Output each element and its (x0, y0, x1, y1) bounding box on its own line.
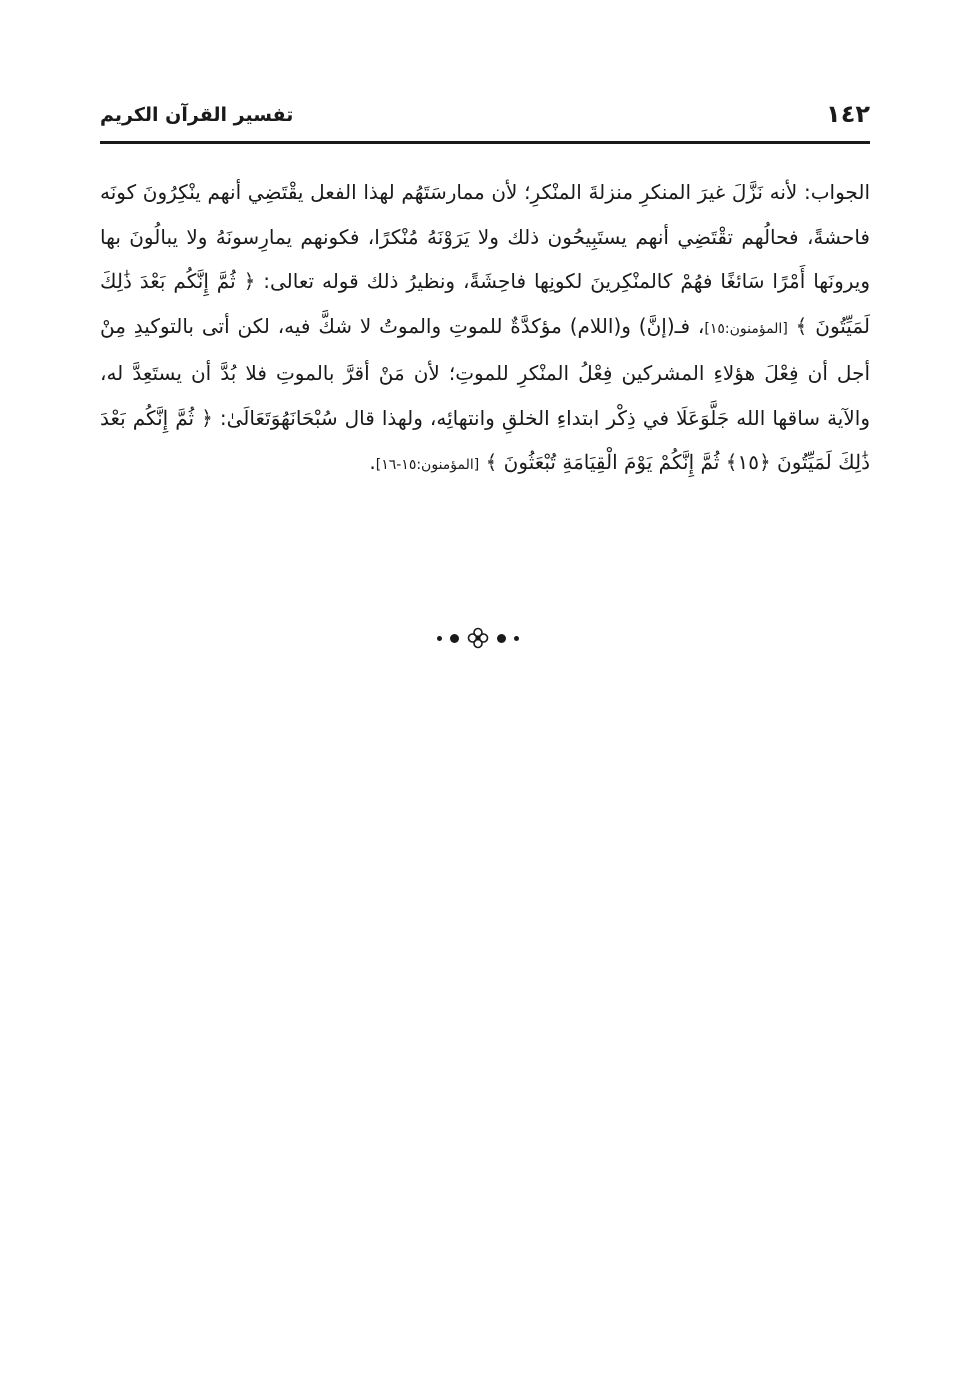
paragraph-end: . (369, 450, 376, 474)
quran-verse-1: ﴿ ثُمَّ إِنَّكُم بَعْدَ ذَٰلِكَ لَمَيِّتُونَ ﴾ (100, 269, 870, 338)
paragraph-text-2: ، فـ(إنَّ) و(اللام) مؤكدَّةٌ للموتِ والموتُ لا شكَّ فيه، لكن أتى بالتوكيدِ مِنْ أجل أن فِعْلَ هؤلاءِ المشركين فِعْلُ المنْكرِ للموتِ؛ لأن مَنْ أقرَّ بالموتِ فلا بُدَّ أن يستَعِدَّ له، والآية ساقها الله جَلَّوَعَلَا في ذِكْر ابتداءِ الخلقِ وانتهائِه، ولهذا قال سُبْحَانَهُوَتَعَالَىٰ: (100, 313, 870, 430)
header-rule (100, 141, 870, 144)
verse-citation-1: [المؤمنون:١٥] (704, 320, 788, 337)
body-paragraph (100, 170, 870, 488)
ornament-dot-small (514, 636, 519, 641)
verse-citation-2: [المؤمنون:١٥-١٦] (375, 457, 480, 473)
ornament-dot-large (450, 634, 459, 643)
running-title: تفسير القرآن الكريم (100, 104, 294, 126)
quran-verse-2: ﴿ ثُمَّ إِنَّكُم بَعْدَ ذَٰلِكَ لَمَيِّتُونَ ﴿١٥﴾ ثُمَّ إِنَّكُمْ يَوْمَ الْقِيَامَةِ تُبْعَثُونَ ﴾ (100, 405, 870, 474)
rosette-ornament-icon (467, 627, 489, 649)
section-end-ornament (428, 626, 528, 650)
ornament-dot-small (437, 636, 442, 641)
page-number: ١٤٢ (826, 100, 870, 128)
ornament-dot-large (497, 634, 506, 643)
paragraph-text-1: الجواب: لأنه نَزَّلَ غيرَ المنكرِ منزلةَ المنْكرِ؛ لأن ممارسَتَهُم لهذا الفعل يقْتَضِي أنهم ينْكِرُونَ كونَه فاحشةً، فحالُهم تقْتَضِي أنهم يستَبِيحُون ذلك ولا يَرَوْنَهُ مُنْكرًا، فكونهم يمارِسونَهُ ولا يبالُونَ بها ويرونَها أَمْرًا سَائغًا فهُمْ كالمنْكِرينَ لكونِها فاحِشَةً، ونظيرُ ذلك قوله تعالى: (100, 180, 870, 293)
